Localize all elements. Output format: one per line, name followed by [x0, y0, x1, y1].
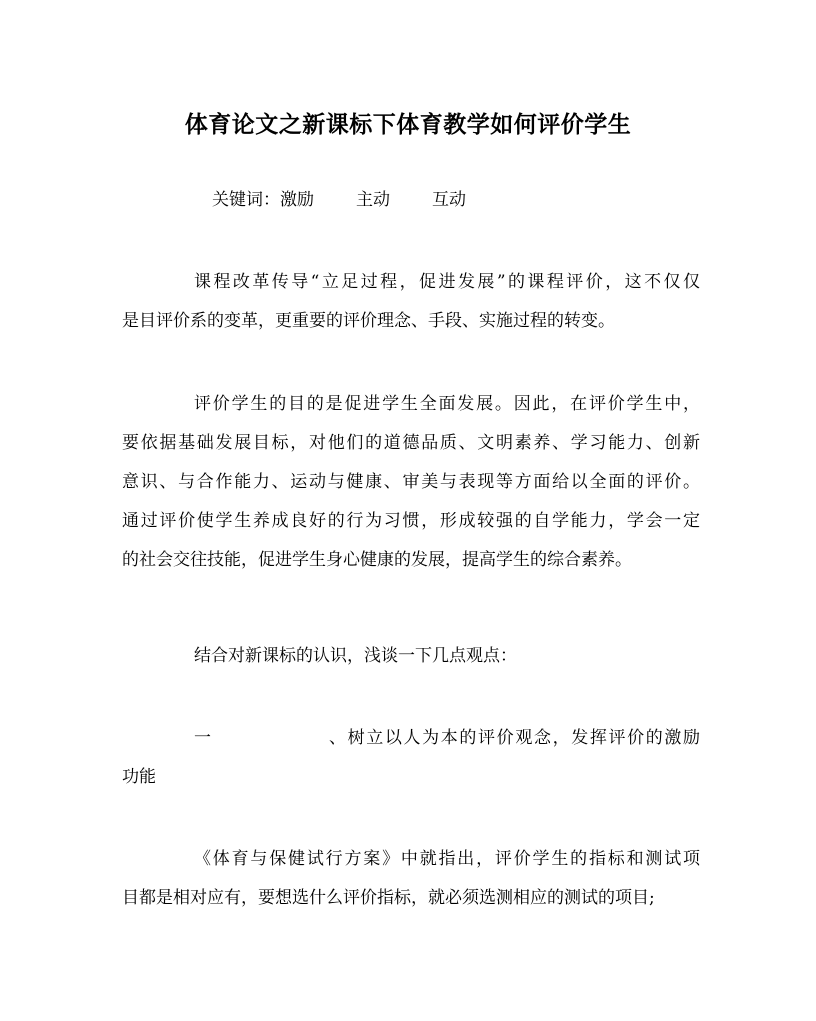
paragraph-line: 课程改革传导“立足过程，促进发展”的课程评价，这不仅仅 [194, 272, 700, 292]
paragraph-line: 意识、与合作能力、运动与健康、审美与表现等方面给以全面的评价。 [122, 472, 700, 492]
keywords-label: 关键词： [212, 190, 280, 210]
section-heading-line: 功能 [122, 767, 156, 787]
paragraph-line: 的社会交往技能，促进学生身心健康的发展，提高学生的综合素养。 [122, 550, 632, 570]
keyword-item: 激励 [280, 190, 314, 210]
paragraph-3 [122, 637, 700, 676]
keyword-item: 主动 [356, 190, 390, 210]
keywords-line [212, 185, 466, 210]
paragraph-line: 《体育与保健试行方案》中就指出，评价学生的指标和测试项 [194, 849, 700, 869]
section-heading-text: 树立以人为本的评价观念，发挥评价的激励 [346, 728, 700, 748]
paragraph-line: 评价学生的目的是促进学生全面发展。因此，在评价学生中， [194, 394, 700, 414]
paragraph-line: 是目评价系的变革，更重要的评价理念、手段、实施过程的转变。 [122, 311, 615, 331]
paragraph-line: 通过评价使学生养成良好的行为习惯，形成较强的自学能力，学会一定 [122, 511, 700, 531]
paragraph-line: 结合对新课标的认识，浅谈一下几点观点： [194, 646, 517, 666]
section-heading-line [122, 719, 700, 758]
paragraph-line: 要依据基础发展目标，对他们的道德品质、文明素养、学习能力、创新 [122, 433, 700, 453]
paragraph-line: 目都是相对应有，要想选什么评价指标，就必须选测相应的测试的项目; [122, 888, 655, 908]
paragraph-2 [122, 385, 700, 580]
document-title: 体育论文之新课标下体育教学如何评价学生 [184, 111, 632, 138]
section-heading-1 [122, 719, 700, 797]
paragraph-5 [122, 840, 700, 918]
paragraph-1 [122, 263, 700, 341]
section-number: 一、 [194, 728, 346, 748]
keyword-item: 互动 [432, 190, 466, 210]
